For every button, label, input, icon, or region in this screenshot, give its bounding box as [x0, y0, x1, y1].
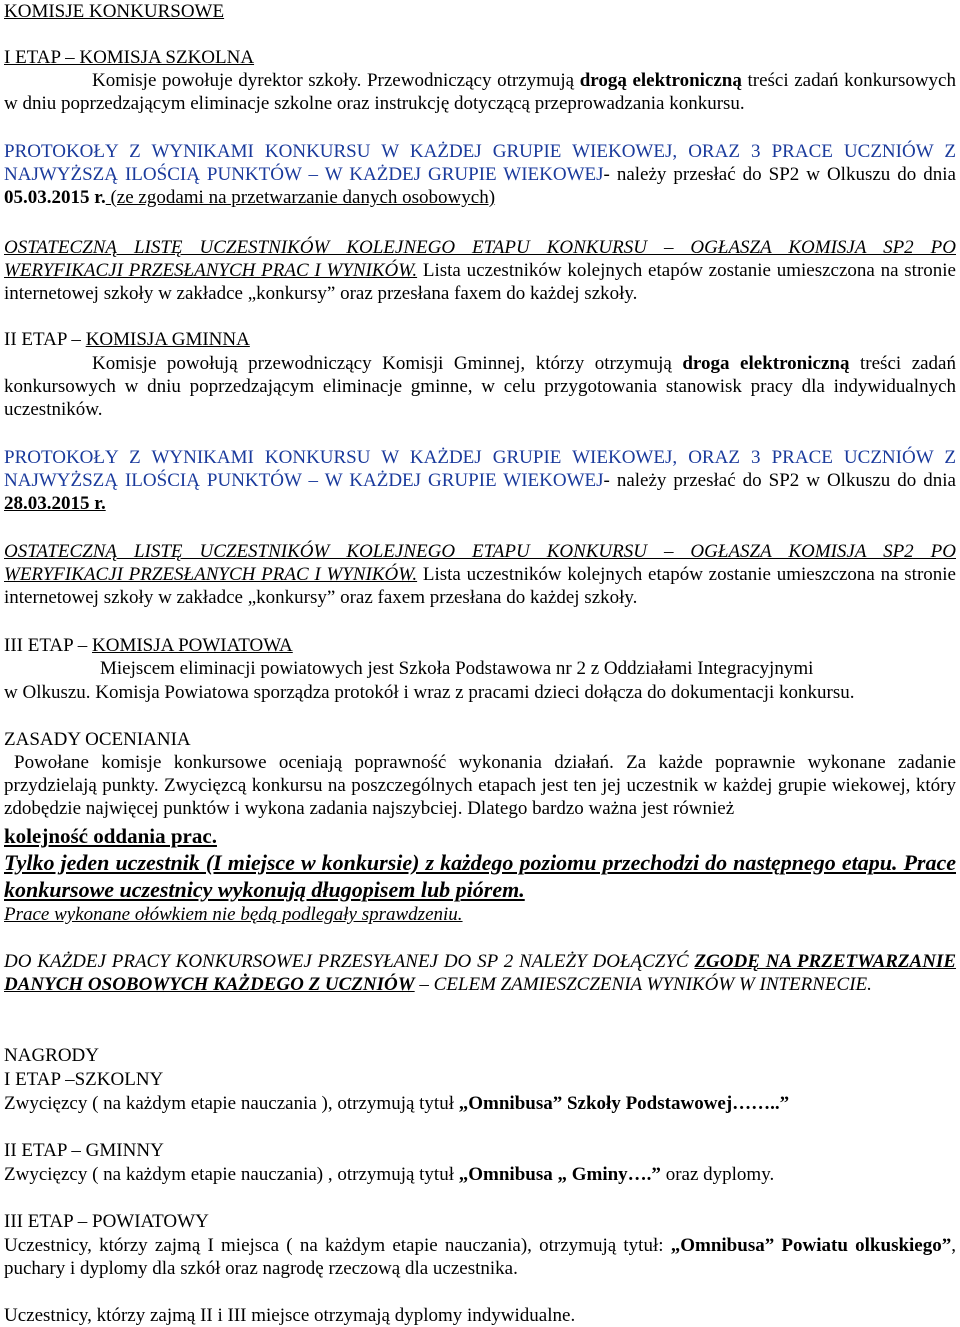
zasady-zgoda-a: DO KAŻDEJ PRACY KONKURSOWEJ PRZESYŁANEJ DO SP 2 NALEŻY DOŁĄCZYĆ	[4, 951, 695, 972]
nagrody-e3-text-c: , puchary i dyplomy dla szkół oraz nagrodę rzeczową dla uczestnika.	[4, 1235, 956, 1279]
etap1-text-c: treści zadań konkursowych w dniu poprzedzającym eliminacje szkolne oraz instrukcję dotyczącą przeprowadzania konkursu.	[4, 70, 956, 114]
etap3-heading-b: KOMISJA POWIATOWA	[92, 635, 293, 656]
etap2-final-list	[4, 540, 956, 609]
etap1-final-list-caps: OSTATECZNĄ LISTĘ UCZESTNIKÓW KOLEJNEGO ETAPU KONKURSU – OGŁASZA KOMISJA SP2 PO WERYFIKACJI PRZESŁANYCH PRAC I WYNIKÓW.	[4, 237, 956, 281]
nagrody-e2-heading: II ETAP – GMINNY	[4, 1140, 164, 1161]
etap3-line1	[4, 657, 956, 680]
etap3-heading-a: III ETAP –	[4, 635, 93, 656]
page-title: KOMISJE KONKURSOWE	[4, 1, 225, 22]
etap2-list-info: Lista uczestników kolejnych etapów zostanie umieszczona na stronie internetowej szkoły w zakładce „konkursy” oraz faxem przesłana do każdej szkoły.	[4, 564, 956, 608]
nagrody-last: Uczestnicy, którzy zajmą II i III miejsce otrzymają dyplomy indywidualne.	[4, 1305, 576, 1326]
etap1-final-list	[4, 236, 956, 305]
etap2-paragraph	[4, 352, 956, 421]
etap2-protokoly-caps: PROTOKOŁY Z WYNIKAMI KONKURSU W KAŻDEJ GRUPIE WIEKOWEJ, ORAZ 3 PRACE UCZNIÓW Z NAJWYŻSZĄ ILOŚCIĄ PUNKTÓW – W KAŻDEJ GRUPIE WIEKOWEJ	[4, 447, 956, 491]
nagrody-e3-heading: III ETAP – POWIATOWY	[4, 1211, 209, 1232]
etap1-send-date: 05.03.2015 r.	[4, 187, 106, 208]
etap1-paragraph	[4, 69, 956, 115]
etap3-p1: Miejscem eliminacji powiatowych jest Szkoła Podstawowa nr 2 z Oddziałami Integracyjnymi	[100, 658, 814, 679]
nagrody-e2-text-b: „Omnibusa „ Gminy….”	[458, 1164, 661, 1185]
etap3-p2: w Olkuszu. Komisja Powiatowa sporządza protokół i wraz z pracami dzieci dołącza do dokumentacji konkursu.	[4, 682, 855, 703]
etap3-heading	[4, 634, 956, 657]
etap1-heading: I ETAP – KOMISJA SZKOLNA	[4, 47, 255, 68]
zasady-zgoda-c: – CELEM ZAMIESZCZENIA WYNIKÓW W INTERNECIE.	[414, 974, 872, 995]
etap1-send-a: - należy przesłać do SP2 w Olkuszu do dnia	[603, 164, 956, 185]
etap2-text-b: droga elektroniczną	[682, 353, 850, 374]
etap1-protokoly	[4, 140, 956, 209]
etap1-text-b: drogą elektroniczną	[579, 70, 742, 91]
nagrody-heading: NAGRODY	[4, 1045, 99, 1066]
zasady-kolejnosc: kolejność oddania prac.	[4, 824, 217, 848]
nagrody-e3-text	[4, 1234, 956, 1280]
etap1-list-info: Lista uczestników kolejnych etapów zostanie umieszczona na stronie internetowej szkoły w zakładce „konkursy” oraz przesłana faxem do każdej szkoły.	[4, 260, 956, 304]
etap2-protokoly	[4, 446, 956, 515]
etap2-final-list-caps: OSTATECZNĄ LISTĘ UCZESTNIKÓW KOLEJNEGO ETAPU KONKURSU – OGŁASZA KOMISJA SP2 PO WERYFIKACJI PRZESŁANYCH PRAC I WYNIKÓW.	[4, 541, 956, 585]
nagrody-e2-text-a: Zwycięzcy ( na każdym etapie nauczania) , otrzymują tytuł	[4, 1164, 459, 1185]
nagrody-e3-text-b: „Omnibusa” Powiatu olkuskiego”	[670, 1235, 952, 1256]
etap1-send-note: (ze zgodami na przetwarzanie danych osobowych)	[105, 187, 496, 208]
etap2-text-c: treści zadań konkursowych w dniu poprzedzającym eliminacje gminne, w celu przygotowania stanowisk pracy dla indywidualnych uczestników.	[4, 353, 956, 420]
zasady-tylko: Tylko jeden uczestnik (I miejsce w konkursie) z każdego poziomu przechodzi do następnego etapu. Prace konkursowe uczestnicy wykonują długopisem lub piórem.	[4, 850, 956, 902]
nagrody-e1-text-a: Zwycięzcy ( na każdym etapie nauczania ), otrzymują tytuł	[4, 1093, 459, 1114]
nagrody-e3-text-a: Uczestnicy, którzy zajmą I miejsca ( na każdym etapie nauczania), otrzymują tytuł:	[4, 1235, 671, 1256]
etap1-text-a: Komisje powołuje dyrektor szkoły. Przewodniczący otrzymują	[92, 70, 580, 91]
nagrody-e1-text-b: „Omnibusa” Szkoły Podstawowej……..”	[458, 1093, 790, 1114]
zasady-heading: ZASADY OCENIANIA	[4, 729, 191, 750]
etap2-send-a: - należy przesłać do SP2 w Olkuszu do dnia	[603, 470, 956, 491]
nagrody-e1-heading: I ETAP –SZKOLNY	[4, 1069, 164, 1090]
zasady-paragraph	[4, 751, 956, 820]
zasady-olowek: Prace wykonane ołówkiem nie będą podlegały sprawdzeniu.	[4, 904, 463, 925]
etap1-protokoly-caps: PROTOKOŁY Z WYNIKAMI KONKURSU W KAŻDEJ GRUPIE WIEKOWEJ, ORAZ 3 PRACE UCZNIÓW Z NAJWYŻSZĄ ILOŚCIĄ PUNKTÓW – W KAŻDEJ GRUPIE WIEKOWEJ	[4, 141, 956, 185]
zasady-zgoda	[4, 950, 956, 996]
etap2-heading	[4, 328, 956, 351]
nagrody-e2-text-c: oraz dyplomy.	[660, 1164, 775, 1185]
zasady-p1: Powołane komisje konkursowe oceniają poprawność wykonania działań. Za każde poprawnie wykonane zadanie przydzielają punkty. Zwycięzcą konkursu na poszczególnych etapach jest ten jej uczestnik w każdej grupie wiekowej, który zdobędzie najwięcej punktów i wykona zadania najszybciej. Dlatego bardzo ważna jest również	[4, 752, 956, 819]
etap2-heading-a: II ETAP –	[4, 329, 86, 350]
etap2-text-a: Komisje powołują przewodniczący Komisji Gminnej, którzy otrzymują	[92, 353, 683, 374]
nagrody-e2-text	[4, 1163, 956, 1186]
etap2-heading-b: KOMISJA GMINNA	[85, 329, 250, 350]
nagrody-e1-text	[4, 1092, 956, 1115]
zasady-zgoda-b: ZGODĘ NA PRZETWARZANIE DANYCH OSOBOWYCH KAŻDEGO Z UCZNIÓW	[4, 951, 956, 995]
etap2-send-date: 28.03.2015 r.	[4, 493, 106, 514]
